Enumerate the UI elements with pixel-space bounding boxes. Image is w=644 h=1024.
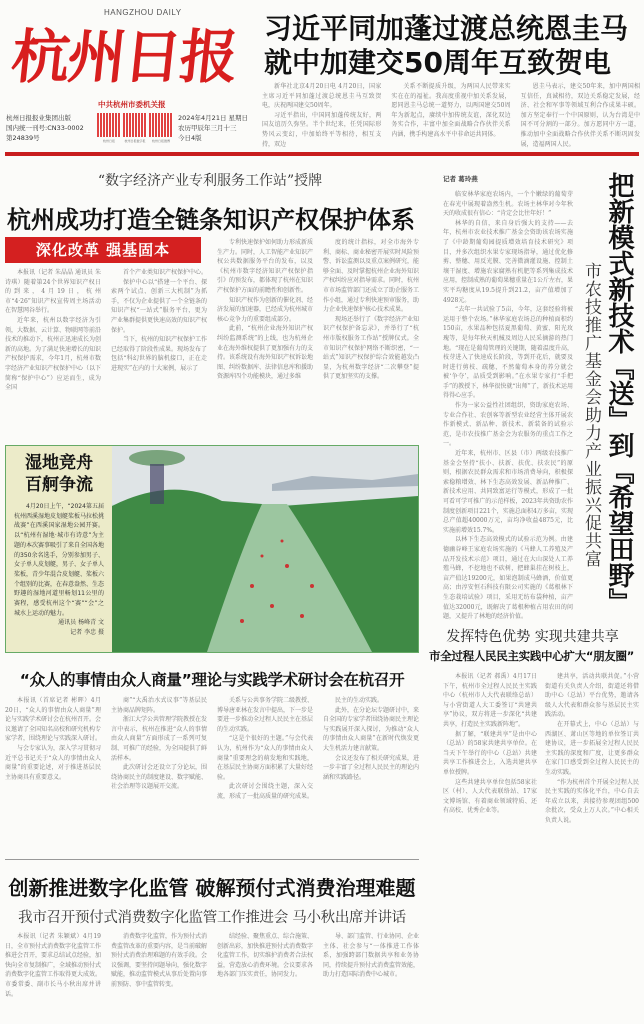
paragraph: “去年一共试验了5亩，今年，这套经验将被运用于整个农场。”林华家庭农场总的种植面积约150亩，水果品种包括夏黑葡萄、黄蜜、阳光玫瑰等，是每年秋天机械及周边人民采摘游的热门地。“现在是葡萄管理的关键期，随着温度升高，枝芽进入了快速成长阶段，等到开花后，就要及时进行剪枝、疏穗，不然葡萄本身的养分就会被‘争夺’，品质受到影响。”在水果专家打“手把手”的教授下，林华很快就“出师”了，新技术运用得得心应手。 [443, 306, 573, 400]
cn-number: 国内统一刊号:CN33-0002 [6, 124, 84, 132]
friends-headline[interactable]: 市全过程人民民主实践中心扩大“朋友圈” [429, 649, 634, 663]
qr-code[interactable] [149, 113, 173, 137]
text-column [323, 932, 419, 1022]
paragraph: 消费数字化监管，作为预付式消费监管改革的重要内容，是当前破解预付式消费治理难题的有效手段。会议强调，要坚持问题导向，强化数字赋能，推动监管模式从事后处置向事前预防、事中监管转变。 [111, 933, 207, 988]
photo-credit: 通讯员 杨峰青 文 [58, 619, 104, 627]
friends-body [443, 672, 639, 854]
paragraph: 浙江大学公共管理学院教授在发言中表示，杭州在推进“众人的事情由众人商量”方面形成了一系列可复制、可推广的经验，为全国提供了鲜活样本。 [111, 716, 207, 762]
wetland-photo-illustration [112, 446, 418, 652]
lead-headline-line: 习近平同加蓬过渡总统恩圭马 [264, 12, 629, 45]
paragraph: 建共享，活动共联共促。”小营街道有关负责人介绍，街道还将借助中心（总站）平台优势，邀请各级人大代表和群众参与基层民主实践活动。 [545, 673, 639, 719]
paragraph: 关系不断提质升级，为两国人民带来实实在在的福祉。我高度重视中加关系发展，愿同恩圭马总统一道努力，以两国建交50周年为新起点，赓续中加传统友谊，深化双边务实合作，丰富中加全面战略合作伙伴关系内涵，携手构建高水平中非命运共同体。 [391, 83, 511, 138]
prepaid-headline[interactable]: 创新推进数字化监管 破解预付式消费治理难题 [8, 876, 416, 900]
paragraph: 据了解，“联建共享”是由中心（总站）的58家共建共享单位。在当天下午举行的中心（总站）共建共享工作推进会上，入选共建共享单位授牌。 [443, 730, 537, 776]
paragraph: 林华的自信，来自身后强大的支持——去年，杭州市农业技术推广基金会资助该农场实施了《中龄期葡萄园提质增效培育技术研究》项目，并多次组织水果专家现场指导，通过优化修剪、整穗、用反光膜、完善微滴灌设施、控制土壤干湿度、增施农家腐熟有机肥等系列集成技术应用，控制成熟的葡萄果穗重量在1公斤左右，果实平均糖度从19.5提升到21.2，亩产值增加了4928元。 [443, 219, 573, 304]
qr-label: 杭州日报数字报 [124, 139, 146, 143]
paragraph: 在开幕式上，中心（总站）与西湖区、萧山区等地的单位签订共建协议，进一步拓展全过程人民民主实践的深度和广度，让更多群众在家门口感受到全过程人民民主的生动实践。 [545, 720, 639, 776]
paragraph: 近年来，杭州以数字经济为引领，大数据、云计算、物联网等前沿技术的推动下，杭州正迅速成长为创新的高地。为了满足快速增长的知识产权保护需求，今年1月，杭州市数字经济产业知识产权保护中心（以下简称“保护中心”）应运而生，成为全国 [5, 316, 101, 392]
qr-label: 杭州日报 [102, 139, 115, 143]
paragraph: 近年来，杭州市、区县（市）两级农技推广基金会坚持“扶小、扶新、扶优、扶农民”的原则，根据农民群众需求和市场消费导向，积极探索稳粮增效、林下生态高效发展、新品种推广、新技术应用、共同致富运行等模式，形成了一批可看可学可推广的示范样板，2023年共资助农作制度创新项目221个，实施总面积4万多亩，实现总产值超40000万元，亩均净收益4875元，比实施前增效15.7%。 [443, 450, 573, 534]
paragraph: 此次研讨会围绕主题，深入交流，形成了一批高质量的研究成果。 [217, 783, 313, 800]
masthead-english: HANGZHOU DAILY [104, 8, 182, 17]
masthead-divider [5, 152, 639, 156]
farm-body [443, 190, 573, 620]
section-divider [5, 859, 419, 860]
paragraph: 与会专家认为，深入学习贯彻习近平总书记关于“众人的事情由众人商量”的重要论述，对于推进基层民主协商具有重要意义。 [5, 744, 101, 781]
ip-kicker: “数字经济产业专利服务工作站”授牌 [97, 173, 323, 189]
consult-headline[interactable]: “众人的事情由众人商量”理论与实践学术研讨会在杭召开 [19, 671, 405, 689]
text-column [5, 268, 101, 440]
section-banner: 深化改革 强基固本 [5, 237, 201, 263]
paragraph: 新华社北京4月20日电 4月20日，国家主席习近平同加蓬过渡总统恩圭马互致贺电，庆祝两国建交50周年。 [262, 83, 382, 110]
paragraph: 这些共建共享单位包括58家社区（村）、人大代表联络站、17家文博场馆、有着商业领域特质、还有高校、优秀企业等。 [443, 778, 537, 815]
consult-body [5, 696, 419, 852]
photo-caption: 4月20日上午，“2024第五届杭州西溪湿地皮划艇桨板马拉松挑战赛”在西溪国家湿地公园开赛。以“杭州有湿地·城市有诗意”为主题的本次赛事吸引了来自全国各地的350余名选手，分别参加男子、女子单人皮划艇，男子、女子单人桨板，青少年混合皮划艇、桨板六个组别的比赛，在春意盎然、生态野趣的湿地河道里畅划11公里的赛程，感受杭州这个“赛”“会”之城水上运动的魅力。 [14, 503, 105, 617]
farm-subtitle: 市农技推广基金会助力产业振兴促共富 [581, 262, 601, 568]
paragraph: 作为一家公益性社团组织，资助家庭农场、专业合作社、农创客等新型农业经营主体开展农作新模式、新品种、新技术、新装备的试验示范，是市农技推广基金会为农服务的重点工作之一。 [443, 402, 573, 448]
date-info [178, 113, 248, 143]
paragraph: 专利快速保护如何助力形成新质生产力。同时，人工智能产业知识产权公共数据服务平台的发布，以及《杭州市数字经济知识产权保护指引》的预发布，都体现了杭州在知识产权保护方面的前瞻性和创新性。 [217, 239, 313, 294]
friends-kicker: 发挥特色优势 实现共建共享 [446, 629, 619, 645]
publisher-info [6, 113, 84, 143]
paragraph: 本报讯（记者 朱晶晶 通讯员 朱诗琪）随着第24个世界知识产权日的到来，4月19日，杭州市“4·26”知识产权宣传周主场活动在智慧网谷举行。 [5, 269, 101, 315]
lead-headline[interactable] [264, 12, 640, 80]
text-column [5, 696, 101, 852]
masthead-organ: 中共杭州市委机关报 [98, 100, 166, 109]
issue-number: 第24839号 [6, 134, 40, 142]
paragraph: 临安林华家庭农场内，一个个嫩绿的葡萄芽在春光中展现着盎然生机。农场主林华对今年秋天的收成很有信心：“肯定会比往年好！” [443, 191, 573, 218]
farm-byline: 记者 葛玲燕 [443, 175, 478, 183]
text-column [521, 82, 640, 148]
paragraph: 习近平指出，中国同加蓬传统友好，两国友谊历久弥坚。半个世纪来，任凭国际形势风云变幻，中加始终平等相待，相互支持，双边 [262, 111, 382, 148]
paragraph: 保护中心以“搭建一个平台、探索两个试点、创新三大机制”为抓手，不仅为企业提供了一个全链条的知识产权“一站式”服务平台，更为产业集群提供更快速高效的知识产权保护。 [111, 278, 207, 334]
lead-headline-line: 就中加建交50周年互致贺电 [264, 46, 611, 79]
paragraph: 以林下生态高效模式的试验示范为例。由建德幽谷峰王家庭农场实施的《马蜂人工养殖及产品开发技术示范》项目，通过在大山深处人工养殖马蜂，不挖地也不砍树，把蜂巢挂在树枝上，亩产值达19200元，如果泡制成马蜂酒，价值更高；由淳安恒石科技有限公司实施的《葛根林下生态栽培试验》项目，采用无纺布袋种植，亩产值达32000元，既解决了葛根种植占用农田的问题，又提升了林地的经济价值。 [443, 536, 573, 620]
paragraph: 民主的生动实践。 [335, 697, 384, 704]
text-column [391, 82, 510, 148]
paragraph: 结经验、聚焦重点、综合施策、创新出彩，加快推进预付式消费数字化监管工作，切实维护消费者合法权益，营造放心消费环境。会议要求各地各部门压实责任，协同发力。 [217, 933, 313, 979]
qr-label: 杭州日报微博 [151, 139, 170, 143]
paragraph: 商”“大禹治水式议事”等基层民主协商品牌矩阵。 [111, 697, 207, 714]
qr-code[interactable] [97, 113, 121, 137]
text-column [323, 238, 419, 440]
paragraph: 此次研讨会还设立了分论坛，围绕协商民主的制度建设、数字赋能、社会治理等议题展开交流。 [111, 764, 207, 791]
paragraph: 关系与公共事务学院二级教授、博导唐亚林在发言中提出，下一步是要进一步推动全过程人民民主在基层的生动实践。 [217, 697, 313, 733]
text-column [217, 932, 313, 1022]
prepaid-subtitle: 我市召开预付式消费数字化监管工作推进会 马小秋出席并讲话 [18, 910, 406, 926]
paragraph: 知识产权作为创新的催化剂、经济发展的加速器，已经成为杭州城市核心竞争力的重要组成部分。 [217, 296, 313, 323]
paragraph: 首个产业类知识产权保护中心。 [123, 269, 207, 276]
text-column [262, 82, 381, 148]
paragraph: 本报讯（记者 朱颖斌）4月19日，全市预付式消费数字化监管工作推进会召开，要求总结试点经验，加快向全市复制推广，全域推动预付式消费数字化监管工作取得更大成效。市委常委、副市长马小秋出席并讲话。 [5, 933, 101, 998]
wetland-race-photo[interactable] [112, 446, 418, 652]
page-count: 今日4版 [178, 134, 202, 142]
lunar-date: 农历甲辰年三月十三 [178, 124, 237, 132]
text-column [545, 672, 639, 854]
paragraph: 本报讯（记者 郝禹）4月17日下午，杭州市全过程人民民主实践中心（杭州市人大代表联络总站）与小营街道人大工委签订“共建共享”协议，双方将进一步深化“共建共享，打造民主实践新阵地”。 [443, 673, 537, 728]
paragraph: 此外，在分论坛专题研讨中，来自全国的专家学者围绕协商民主理论与实践展开深入探讨，为推动“众人的事情由众人商量”在新时代焕发更大生机活力建言献策。 [323, 706, 419, 752]
paragraph: 会议还发布了相关研究成果，进一步丰富了全过程人民民主的理论内涵和实践路径。 [323, 754, 419, 781]
photo-credit: 记者 李忠 摄 [70, 628, 104, 636]
text-column [217, 238, 313, 440]
paragraph: “作为杭州首个开展全过程人民民主实践的实体化平台，中心自去年成立以来，共接待参观团组500余批次，受众上万人次。”中心相关负责人说。 [545, 778, 639, 824]
farm-headline[interactable]: 把新模式新技术『送』到『希望田野』 [604, 172, 634, 614]
paragraph: “这是个很好的主题。”与会代表认为，杭州作为“众人的事情由众人商量”重要理念的萌发地和实践地，在基层民主协商方面积累了大量好经验。 [217, 735, 313, 781]
text-column [111, 696, 207, 852]
qr-code[interactable] [123, 113, 147, 137]
text-column [217, 696, 313, 852]
paragraph: 当下，杭州的知识产权保护工作已经取得了阶段性成果。现场发布了包括“科幻世界的脑机接口，正在走进现实”在内的十大案例，展示了 [111, 336, 207, 372]
paragraph: 现场还举行了《数字经济产业知识产权保护备忘录》，并举行了“杭州市版权服务工作站”授牌仪式。全市知识产权保护网络不断织密，“一站式”知识产权保护综合效能越发凸显，为杭州数字经济“二次攀登”提供了更加坚实的支撑。 [323, 315, 419, 381]
text-column [323, 696, 419, 852]
photo-caption-panel [6, 446, 112, 652]
paragraph: 此前，“杭州企业海外知识产权纠纷监测系统”的上线，也为杭州企业在海外维权提供了更加强有力的支持。该系统设有海外知识产权诉讼地图、纠纷数据库、法律信息库和援助资源库四个功能模块，通过多维 [217, 325, 313, 381]
date: 2024年4月21日 星期日 [178, 114, 249, 122]
newspaper-logo: 杭州日报 [8, 23, 240, 91]
text-column [111, 932, 207, 1022]
text-column [443, 672, 537, 854]
paragraph: 导、部门监管、行业协同、企业主体、社会参与“一体推进工作体系，加强跨部门数据共享和业务协同，持续提升预付式消费监管效能，助力打造国际消费中心城市。 [323, 933, 419, 979]
lead-body [262, 82, 640, 148]
ip-headline[interactable]: 杭州成功打造全链条知识产权保护体系 [7, 206, 415, 234]
photo-headline: 湿地竞舟 百舸争流 [25, 453, 93, 495]
publisher: 杭州日报报业集团出版 [6, 114, 71, 122]
text-column [111, 268, 207, 440]
paragraph: 恩圭马表示，建交50年来，加中两国相互信任，真诚相待，双边关系稳定发展，经济、社会和军事等领域互利合作成果丰硕。加方坚定奉行一个中国原则，认为台湾是中国不可分割的一部分。加方愿同中方一道，推动加中全面战略合作伙伴关系不断巩固发展，造福两国人民。 [520, 83, 640, 148]
text-column [5, 932, 101, 1022]
prepaid-body [5, 932, 419, 1022]
paragraph: 本报讯（首席记者 彬晖）4月20日，“众人的事情由众人商量”理论与实践学术研讨会在杭州召开。会议邀请了全国知名高校和研究机构专家学者，围绕理论与实践深入研讨。 [5, 697, 101, 743]
paragraph: 度的统计指标，对全市海外专利、商标、商业秘密开展实时风险预警、诉讼监测以及重点案例研究，能够全面、及时掌握杭州企业海外知识产权纠纷应对指导需求。同时，杭州市市场监管部门还成立了助企服务工作小组，通过专利快速预审服务，助力企业快速保护核心技术成果。 [323, 239, 419, 314]
